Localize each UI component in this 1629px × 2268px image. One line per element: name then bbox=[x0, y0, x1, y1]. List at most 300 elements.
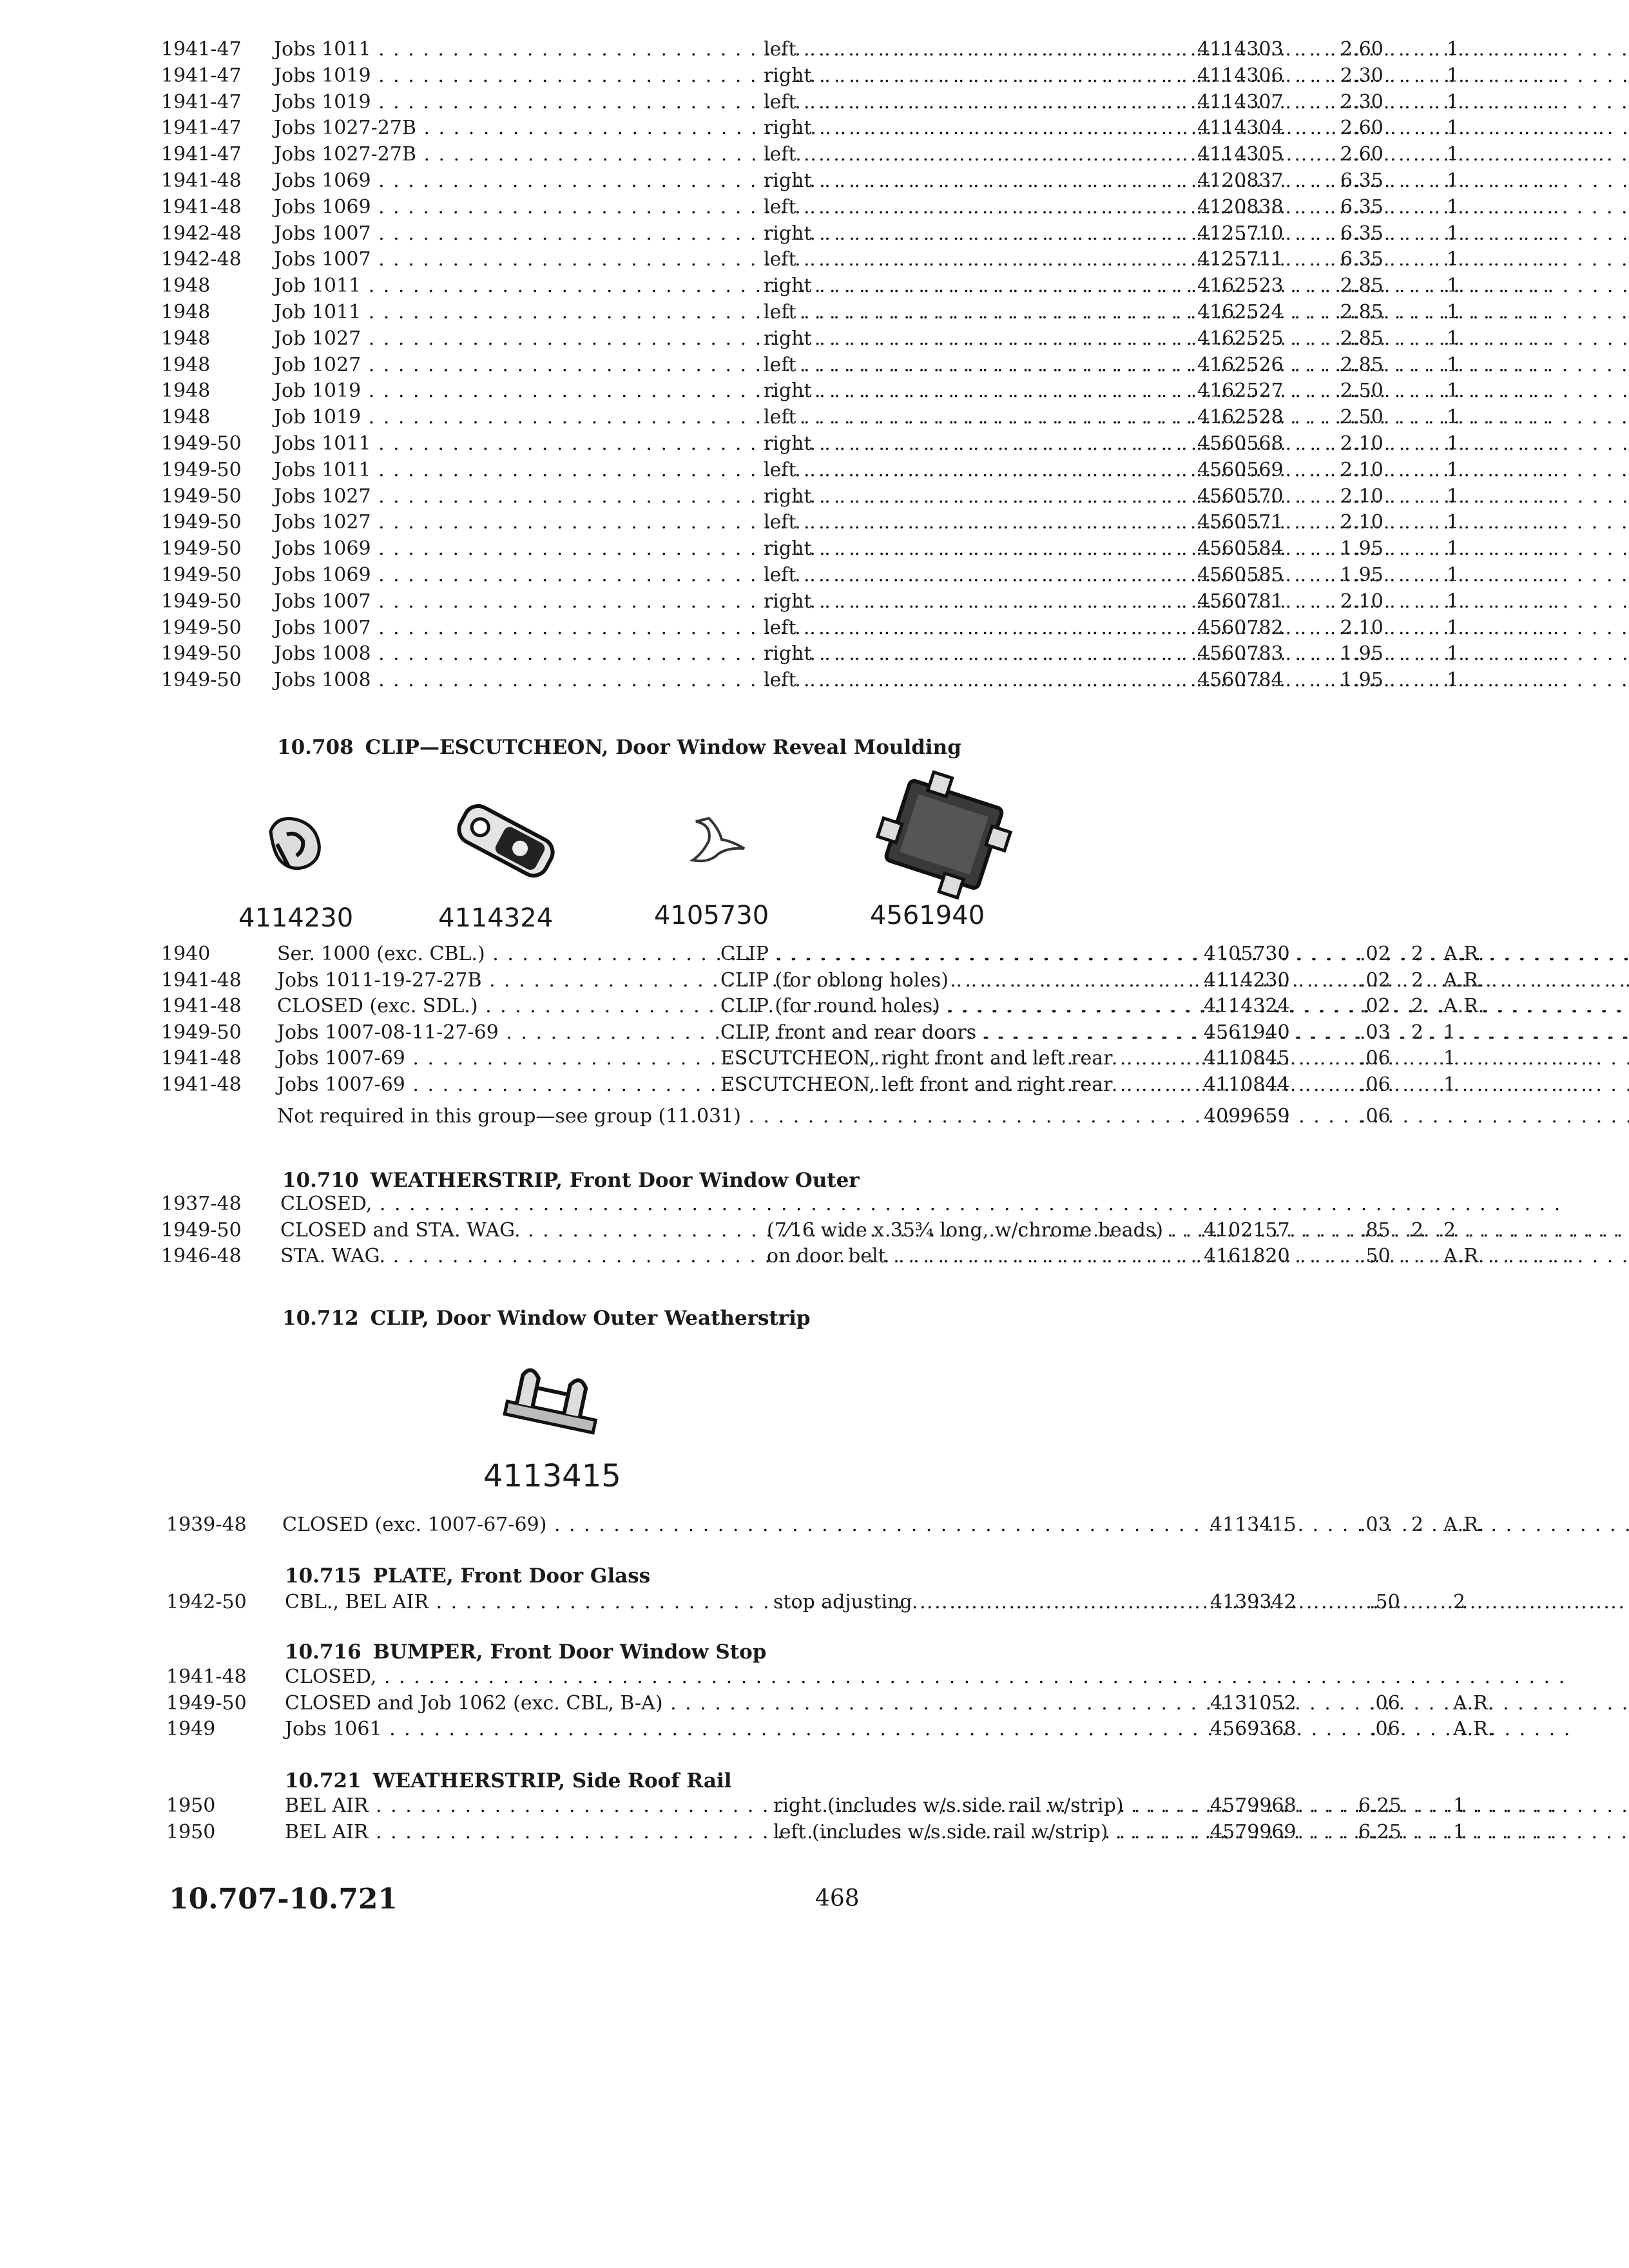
qty-cell: 1 bbox=[1447, 248, 1460, 271]
price-cell: .03 bbox=[1360, 1021, 1391, 1044]
price-cell: 6.35 bbox=[1340, 169, 1383, 192]
table-row bbox=[0, 378, 1629, 405]
year-cell: 1949-50 bbox=[166, 1691, 247, 1715]
year-cell: 1940 bbox=[161, 943, 211, 965]
year-cell: 1949-50 bbox=[161, 537, 242, 561]
job-cell: Jobs 1011 . . . bbox=[274, 36, 686, 63]
description-cell: left . . . bbox=[764, 36, 1176, 63]
year-cell: 1948 bbox=[161, 380, 211, 403]
description-cell: right . . . bbox=[764, 588, 1176, 615]
price-cell: .06 bbox=[1360, 1073, 1391, 1096]
job-cell: Jobs 1011 . . . bbox=[274, 457, 686, 484]
part-number-cell: 4162526 bbox=[1197, 353, 1284, 376]
price-cell: 2.50 bbox=[1340, 406, 1383, 429]
description-cell: left . . . bbox=[764, 194, 1176, 221]
table-row bbox=[0, 1716, 1629, 1743]
price-cell: 2.10 bbox=[1340, 432, 1383, 455]
year-cell: 1941-47 bbox=[161, 38, 242, 61]
job-cell: Jobs 1007-08-11-27-69 . . . bbox=[277, 1019, 689, 1046]
year-cell: 1949-50 bbox=[161, 432, 242, 455]
part-number-cell: 4114324 bbox=[1204, 995, 1290, 1017]
note-text: Not required in this group—see group (11.031) . . . bbox=[277, 1103, 1179, 1130]
price-cell: .85 bbox=[1360, 1218, 1391, 1242]
year-cell: 1949-50 bbox=[161, 485, 242, 508]
year-cell: 1948 bbox=[161, 274, 211, 298]
qty-cell: 1 bbox=[1447, 353, 1460, 376]
year-cell: 1942-48 bbox=[161, 222, 242, 245]
qty-cell: 1 bbox=[1447, 432, 1460, 455]
section-title: CLIP, Door Window Outer Weatherstrip bbox=[370, 1307, 811, 1330]
job-cell: Jobs 1008 . . . bbox=[274, 667, 686, 694]
picture-label: 4114324 bbox=[438, 903, 554, 933]
price-cell: .02 bbox=[1360, 968, 1391, 992]
job-cell: STA. WAG. . . . bbox=[280, 1243, 693, 1270]
job-cell: BEL AIR . . . bbox=[285, 1819, 697, 1846]
description-cell: left . . . bbox=[764, 667, 1176, 694]
job-cell: CLOSED, . . . bbox=[285, 1664, 697, 1691]
section-heading-10-710 bbox=[282, 1168, 860, 1193]
part-number-cell: 4125710 bbox=[1197, 222, 1284, 245]
part-number-cell: 4560784 bbox=[1197, 669, 1284, 692]
description-cell: right . . . bbox=[764, 115, 1176, 142]
job-cell: CLOSED, . . . bbox=[280, 1191, 693, 1218]
table-row bbox=[0, 299, 1629, 326]
picture-label: 4561940 bbox=[870, 901, 985, 930]
price-cell: .50 bbox=[1360, 1245, 1391, 1267]
table-row bbox=[0, 1589, 1629, 1616]
part-number-cell: 4560585 bbox=[1197, 564, 1284, 586]
job-cell: Jobs 1019 . . . bbox=[274, 62, 686, 90]
price-cell: .06 bbox=[1369, 1718, 1400, 1740]
job-cell: Ser. 1000 (exc. CBL.) . . . bbox=[277, 941, 689, 968]
price-cell: .02 bbox=[1360, 943, 1391, 965]
price-cell: 1.95 bbox=[1340, 669, 1383, 692]
year-cell: 1949-50 bbox=[161, 642, 242, 666]
table-row bbox=[0, 168, 1629, 195]
price-cell: 2.50 bbox=[1340, 380, 1383, 403]
year-cell: 1948 bbox=[161, 406, 211, 429]
description-cell: CLIP (for oblong holes) . . . bbox=[720, 967, 1184, 994]
qty-cell: A.R. bbox=[1443, 968, 1485, 992]
picture-label: 4113415 bbox=[483, 1458, 621, 1494]
part-number-cell: 4579968 bbox=[1210, 1794, 1296, 1817]
qty-cell: 2 bbox=[1411, 943, 1424, 965]
price-cell: .06 bbox=[1360, 1105, 1391, 1128]
part-number-cell: 4131052 bbox=[1210, 1691, 1296, 1715]
section-heading-10-708 bbox=[277, 735, 961, 760]
qty-cell: 1 bbox=[1447, 564, 1460, 586]
part-number-cell: 4114306 bbox=[1197, 64, 1284, 87]
qty-cell: 1 bbox=[1443, 1073, 1456, 1096]
table-row bbox=[0, 457, 1629, 484]
part-number-cell: 4162525 bbox=[1197, 327, 1284, 350]
qty-cell: 1 bbox=[1447, 616, 1460, 639]
description-cell: CLIP, front and rear doors . . . bbox=[720, 1019, 1184, 1046]
qty-cell: 2 bbox=[1411, 995, 1424, 1017]
part-number-cell: 4114307 bbox=[1197, 90, 1284, 113]
price-cell: 2.60 bbox=[1340, 38, 1383, 61]
year-cell: 1949-50 bbox=[161, 590, 242, 613]
table-row bbox=[0, 194, 1629, 221]
table-row bbox=[0, 1072, 1629, 1099]
price-cell: 1.95 bbox=[1340, 537, 1383, 561]
section-title: PLATE, Front Door Glass bbox=[372, 1564, 651, 1588]
table-row bbox=[0, 220, 1629, 247]
table-row bbox=[0, 1690, 1629, 1717]
year-cell: 1941-47 bbox=[161, 90, 242, 113]
description-cell: left . . . bbox=[764, 299, 1176, 326]
job-cell: Jobs 1007 . . . bbox=[274, 220, 686, 247]
job-cell: Jobs 1008 . . . bbox=[274, 640, 686, 668]
qty-cell: A.R. bbox=[1443, 1514, 1485, 1536]
description-cell: right . . . bbox=[764, 168, 1176, 195]
table-row bbox=[0, 562, 1629, 589]
job-cell: Job 1027 . . . bbox=[274, 325, 686, 352]
qty-cell: 1 bbox=[1453, 1794, 1466, 1817]
table-row bbox=[0, 667, 1629, 694]
job-cell: CLOSED (exc. SDL.) . . . bbox=[277, 993, 689, 1020]
job-cell: Job 1019 . . . bbox=[274, 404, 686, 431]
section-heading-10-716 bbox=[285, 1639, 766, 1665]
part-number-cell: 4162528 bbox=[1197, 406, 1284, 429]
price-cell: 2.85 bbox=[1340, 353, 1383, 376]
table-row bbox=[0, 141, 1629, 168]
qty-cell: 1 bbox=[1447, 38, 1460, 61]
price-cell: .02 bbox=[1360, 995, 1391, 1017]
table-row bbox=[0, 1664, 1629, 1691]
table-row bbox=[0, 246, 1629, 273]
job-cell: Jobs 1011-19-27-27B . . . bbox=[277, 967, 689, 994]
qty-cell: 1 bbox=[1447, 485, 1460, 508]
qty-cell: 1 bbox=[1447, 222, 1460, 245]
year-cell: 1948 bbox=[161, 353, 211, 376]
part-number-cell: 4125711 bbox=[1197, 248, 1284, 271]
price-cell: 6.25 bbox=[1358, 1820, 1402, 1843]
year-cell: 1941-48 bbox=[161, 995, 242, 1017]
job-cell: CLOSED and Job 1062 (exc. CBL, B-A) . . . bbox=[285, 1690, 697, 1717]
price-cell: 2.30 bbox=[1340, 90, 1383, 113]
description-cell: (7⁄16 wide x 35¾ long, w/chrome beads) . . . bbox=[767, 1217, 1186, 1244]
year-cell: 1949-50 bbox=[161, 458, 242, 481]
table-row bbox=[0, 640, 1629, 668]
qty-cell: 1 bbox=[1447, 380, 1460, 403]
qty-cell: 1 bbox=[1447, 90, 1460, 113]
job-cell: Jobs 1007 . . . bbox=[274, 588, 686, 615]
table-row bbox=[0, 1819, 1629, 1846]
clip-4105730-illustration bbox=[683, 809, 754, 873]
qty-cell: 1 bbox=[1447, 642, 1460, 666]
qty-cell: 2 bbox=[1411, 968, 1424, 992]
part-number-cell: 4569368 bbox=[1210, 1718, 1296, 1740]
price-cell: .03 bbox=[1360, 1514, 1391, 1536]
table-row bbox=[0, 1512, 1629, 1539]
part-number-cell: 4161820 bbox=[1204, 1245, 1290, 1267]
year-cell: 1949 bbox=[166, 1718, 216, 1740]
year-cell: 1942-50 bbox=[166, 1591, 247, 1613]
section-heading-10-715 bbox=[285, 1563, 650, 1589]
part-number-cell: 4113415 bbox=[1210, 1514, 1296, 1536]
job-cell: Jobs 1069 . . . bbox=[274, 168, 686, 195]
price-cell: 2.10 bbox=[1340, 616, 1383, 639]
year-cell: 1949-50 bbox=[161, 616, 242, 639]
price-cell: 6.35 bbox=[1340, 248, 1383, 271]
qty-cell: 1 bbox=[1447, 537, 1460, 561]
part-number-cell: 4110845 bbox=[1204, 1047, 1290, 1070]
description-cell: right . . . bbox=[764, 220, 1176, 247]
clip-4114230-illustration bbox=[258, 805, 335, 883]
section-title: WEATHERSTRIP, Front Door Window Outer bbox=[370, 1169, 860, 1192]
table-row bbox=[0, 588, 1629, 615]
year-cell: 1949-50 bbox=[161, 1218, 242, 1242]
description-cell: left . . . bbox=[764, 89, 1176, 116]
job-cell: Jobs 1061 . . . bbox=[285, 1716, 697, 1743]
qty-cell: 1 bbox=[1447, 117, 1460, 140]
year-cell: 1949-50 bbox=[161, 564, 242, 586]
year-cell: 1942-48 bbox=[161, 248, 242, 271]
job-cell: Job 1027 . . . bbox=[274, 352, 686, 379]
price-cell: 2.60 bbox=[1340, 143, 1383, 166]
description-cell: CLIP (for round holes) . . . bbox=[720, 993, 1184, 1020]
table-row bbox=[0, 352, 1629, 379]
description-cell: left . . . bbox=[764, 404, 1176, 431]
year-cell: 1949-50 bbox=[161, 669, 242, 692]
year-cell: 1949-50 bbox=[161, 511, 242, 534]
year-cell: 1950 bbox=[166, 1794, 216, 1817]
price-cell: 2.85 bbox=[1340, 327, 1383, 350]
qty-cell: A.R. bbox=[1453, 1691, 1494, 1715]
description-cell: left . . . bbox=[764, 141, 1176, 168]
part-number-cell: 4560568 bbox=[1197, 432, 1284, 455]
part-number-cell: 4560569 bbox=[1197, 458, 1284, 481]
table-row bbox=[0, 1045, 1629, 1072]
section-title: CLIP—ESCUTCHEON, Door Window Reveal Moulding bbox=[365, 736, 961, 759]
qty-cell: 1 bbox=[1447, 301, 1460, 323]
qty-cell: A.R. bbox=[1443, 943, 1485, 965]
description-cell: left . . . bbox=[764, 352, 1176, 379]
table-row bbox=[0, 325, 1629, 352]
qty-cell: 1 bbox=[1453, 1820, 1466, 1843]
price-cell: .06 bbox=[1369, 1691, 1400, 1715]
section-heading-10-712 bbox=[282, 1305, 811, 1331]
clip-4561940-illustration bbox=[870, 767, 1018, 902]
table-row bbox=[0, 1243, 1629, 1270]
year-cell: 1941-48 bbox=[161, 1073, 242, 1096]
picture-label: 4105730 bbox=[654, 901, 769, 930]
year-cell: 1948 bbox=[161, 301, 211, 323]
year-cell: 1950 bbox=[166, 1820, 216, 1843]
job-cell: Jobs 1007-69 . . . bbox=[277, 1045, 689, 1072]
year-cell: 1941-48 bbox=[166, 1666, 247, 1688]
price-cell: 2.10 bbox=[1340, 511, 1383, 534]
clip-4113415-illustration bbox=[496, 1353, 612, 1443]
year-cell: 1946-48 bbox=[161, 1245, 242, 1267]
table-row bbox=[0, 273, 1629, 300]
price-cell: 6.35 bbox=[1340, 222, 1383, 245]
price-cell: 2.85 bbox=[1340, 301, 1383, 323]
price-cell: 1.95 bbox=[1340, 642, 1383, 666]
job-cell: Jobs 1027 . . . bbox=[274, 483, 686, 510]
job-cell: CBL., BEL AIR . . . bbox=[285, 1589, 697, 1616]
qty-cell: 1 bbox=[1443, 1047, 1456, 1070]
qty-cell: 2 bbox=[1411, 1218, 1424, 1242]
price-cell: 2.10 bbox=[1340, 590, 1383, 613]
table-row bbox=[0, 62, 1629, 90]
qty-cell: 1 bbox=[1447, 274, 1460, 298]
part-number-cell: 4561940 bbox=[1204, 1021, 1290, 1044]
part-number-cell: 4560571 bbox=[1197, 511, 1284, 534]
table-row bbox=[0, 89, 1629, 116]
qty-cell: 1 bbox=[1447, 195, 1460, 218]
part-number-cell: 4120837 bbox=[1197, 169, 1284, 192]
year-cell: 1941-47 bbox=[161, 143, 242, 166]
section-title: BUMPER, Front Door Window Stop bbox=[372, 1640, 767, 1664]
qty-cell: 1 bbox=[1447, 669, 1460, 692]
table-row bbox=[0, 36, 1629, 63]
description-cell: left . . . bbox=[764, 457, 1176, 484]
part-number-cell: 4114230 bbox=[1204, 968, 1290, 992]
description-cell: right . . . bbox=[764, 483, 1176, 510]
table-row bbox=[0, 535, 1629, 562]
table-row bbox=[0, 967, 1629, 994]
price-cell: 6.35 bbox=[1340, 195, 1383, 218]
description-cell: CLIP . . . bbox=[720, 941, 1184, 968]
description-cell: left . . . bbox=[764, 246, 1176, 273]
job-cell: Jobs 1027-27B . . . bbox=[274, 115, 686, 142]
part-number-cell: 4162524 bbox=[1197, 301, 1284, 323]
price-cell: 2.60 bbox=[1340, 117, 1383, 140]
table-row bbox=[0, 1019, 1629, 1046]
job-cell: Jobs 1027 . . . bbox=[274, 509, 686, 536]
price-cell: 1.95 bbox=[1340, 564, 1383, 586]
section-heading-10-721 bbox=[285, 1768, 732, 1794]
job-cell: Job 1011 . . . bbox=[274, 273, 686, 300]
part-number-cell: 4560584 bbox=[1197, 537, 1284, 561]
section-number: 10.716 bbox=[285, 1640, 361, 1664]
year-cell: 1941-48 bbox=[161, 968, 242, 992]
part-number-cell: 4139342 bbox=[1210, 1591, 1296, 1613]
table-row bbox=[0, 993, 1629, 1020]
qty-cell: 1 bbox=[1447, 143, 1460, 166]
qty-cell: 2 bbox=[1453, 1591, 1466, 1613]
price-cell: 2.10 bbox=[1340, 458, 1383, 481]
table-row bbox=[0, 509, 1629, 536]
qty-cell: 1 bbox=[1447, 406, 1460, 429]
price-cell: .06 bbox=[1360, 1047, 1391, 1070]
description-cell: right . . . bbox=[764, 62, 1176, 90]
section-number: 10.715 bbox=[285, 1564, 361, 1588]
description-cell: right . . . bbox=[764, 430, 1176, 457]
qty-cell: 1 bbox=[1447, 169, 1460, 192]
table-row bbox=[0, 1191, 1629, 1218]
table-row bbox=[0, 1792, 1629, 1820]
table-row bbox=[0, 1217, 1629, 1244]
year-cell: 1939-48 bbox=[166, 1514, 247, 1536]
description-cell: right . . . bbox=[764, 325, 1176, 352]
description-cell: right . . . bbox=[764, 640, 1176, 668]
description-cell: on door belt . . . bbox=[767, 1243, 1186, 1270]
year-cell: 1941-47 bbox=[161, 117, 242, 140]
year-cell: 1949-50 bbox=[161, 1021, 242, 1044]
group-range: 10.707-10.721 bbox=[169, 1883, 398, 1916]
table-row-note bbox=[0, 1103, 1629, 1130]
job-cell: Job 1011 . . . bbox=[274, 299, 686, 326]
part-number-cell: 4105730 bbox=[1204, 943, 1290, 965]
part-number-cell: 4560781 bbox=[1197, 590, 1284, 613]
table-row bbox=[0, 430, 1629, 457]
job-cell: Jobs 1007-69 . . . bbox=[277, 1072, 689, 1099]
year-cell: 1941-48 bbox=[161, 195, 242, 218]
job-cell: Jobs 1069 . . . bbox=[274, 535, 686, 562]
year-cell: 1941-48 bbox=[161, 169, 242, 192]
price-cell: 2.30 bbox=[1340, 64, 1383, 87]
job-cell: Jobs 1027-27B . . . bbox=[274, 141, 686, 168]
job-cell: Jobs 1011 . . . bbox=[274, 430, 686, 457]
description-cell: right . . . bbox=[764, 535, 1176, 562]
part-number-cell: 4099659 bbox=[1204, 1105, 1290, 1128]
qty-cell: 2 bbox=[1411, 1021, 1424, 1044]
qty-cell: 1 bbox=[1447, 64, 1460, 87]
section-number: 10.721 bbox=[285, 1769, 361, 1792]
job-cell: Jobs 1007 . . . bbox=[274, 615, 686, 642]
section-title: WEATHERSTRIP, Side Roof Rail bbox=[372, 1769, 732, 1792]
description-cell: left . . . bbox=[764, 615, 1176, 642]
price-cell: 2.10 bbox=[1340, 485, 1383, 508]
description-cell: left . . . bbox=[764, 562, 1176, 589]
job-cell: CLOSED (exc. 1007-67-69) . . . bbox=[282, 1512, 695, 1539]
description-cell: ESCUTCHEON, left front and right rear . . . bbox=[720, 1072, 1184, 1099]
page-number: 468 bbox=[815, 1885, 860, 1912]
part-number-cell: 4560570 bbox=[1197, 485, 1284, 508]
section-number: 10.712 bbox=[282, 1307, 359, 1330]
part-number-cell: 4579969 bbox=[1210, 1820, 1296, 1843]
part-number-cell: 4120838 bbox=[1197, 195, 1284, 218]
qty-cell: 1 bbox=[1443, 1021, 1456, 1044]
table-row bbox=[0, 404, 1629, 431]
description-cell: left . . . bbox=[764, 509, 1176, 536]
year-cell: 1948 bbox=[161, 327, 211, 350]
qty-cell: 1 bbox=[1447, 511, 1460, 534]
job-cell: CLOSED and STA. WAG. . . . bbox=[280, 1217, 693, 1244]
part-number-cell: 4560782 bbox=[1197, 616, 1284, 639]
price-cell: 6.25 bbox=[1358, 1794, 1402, 1817]
qty-cell: A.R. bbox=[1453, 1718, 1494, 1740]
table-row bbox=[0, 115, 1629, 142]
job-cell: Job 1019 . . . bbox=[274, 378, 686, 405]
qty-cell: 1 bbox=[1447, 590, 1460, 613]
table-row bbox=[0, 483, 1629, 510]
description-cell: right (includes w/s side rail w/strip) . . . bbox=[773, 1792, 1186, 1820]
job-cell: Jobs 1069 . . . bbox=[274, 562, 686, 589]
part-number-cell: 4114304 bbox=[1197, 117, 1284, 140]
section-number: 10.710 bbox=[282, 1169, 359, 1192]
part-number-cell: 4560783 bbox=[1197, 642, 1284, 666]
part-number-cell: 4110844 bbox=[1204, 1073, 1290, 1096]
qty-cell: A.R. bbox=[1443, 995, 1485, 1017]
section-number: 10.708 bbox=[277, 736, 354, 759]
description-cell: stop adjusting . . . bbox=[773, 1589, 1186, 1616]
year-cell: 1941-47 bbox=[161, 64, 242, 87]
job-cell: Jobs 1007 . . . bbox=[274, 246, 686, 273]
price-cell: 2.85 bbox=[1340, 274, 1383, 298]
year-cell: 1941-48 bbox=[161, 1047, 242, 1070]
description-cell: right . . . bbox=[764, 378, 1176, 405]
year-cell: 1937-48 bbox=[161, 1193, 242, 1215]
clip-4114324-illustration bbox=[445, 799, 567, 883]
part-number-cell: 4102157 bbox=[1204, 1218, 1290, 1242]
qty-cell: 1 bbox=[1447, 327, 1460, 350]
description-cell: ESCUTCHEON, right front and left rear . . . bbox=[720, 1045, 1184, 1072]
table-row bbox=[0, 941, 1629, 968]
